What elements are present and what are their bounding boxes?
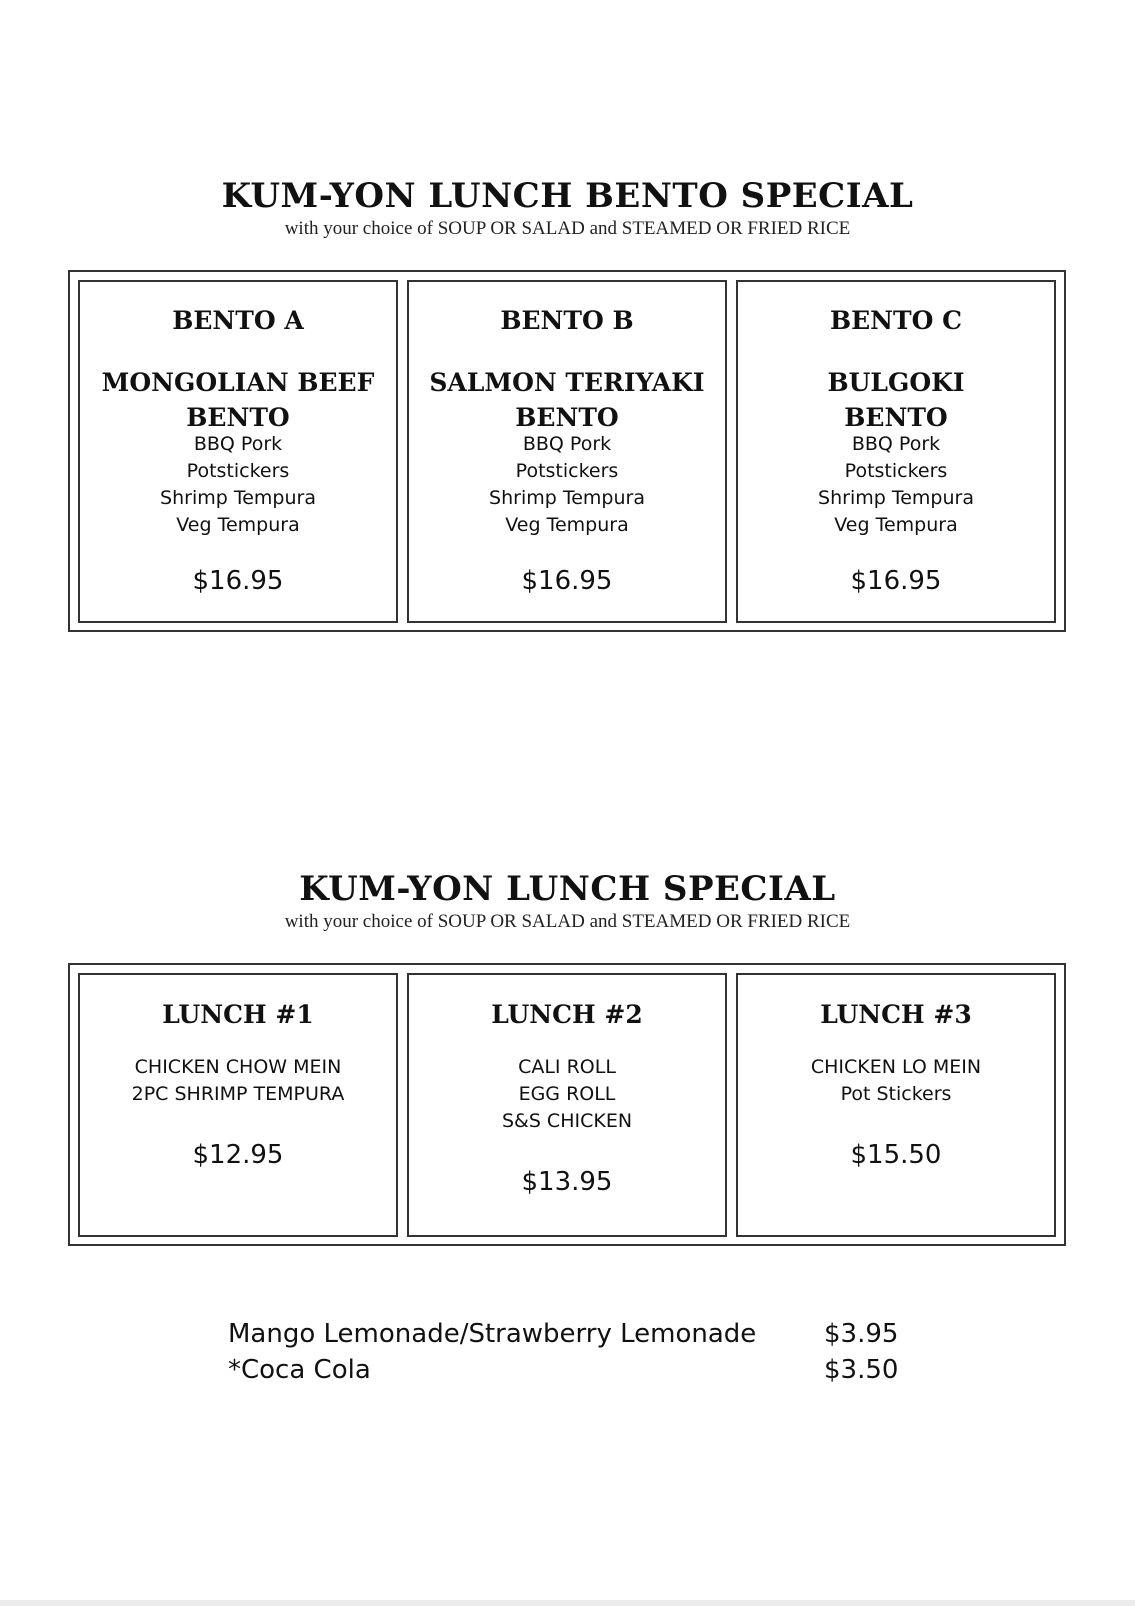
lunch-price: $13.95 [521, 1167, 613, 1197]
bento-items [80, 431, 396, 539]
lunch-section-title: KUM-YON LUNCH SPECIAL [299, 869, 836, 909]
lunch-label: LUNCH #1 [162, 1000, 314, 1029]
bento-name [80, 365, 396, 435]
lunch-items [738, 1054, 1054, 1108]
bento-items [738, 431, 1054, 539]
lunch-card-2 [407, 973, 727, 1237]
list-item: EGG ROLL [518, 1083, 616, 1105]
drinks-list [228, 1316, 918, 1388]
bento-items [409, 431, 725, 539]
list-item: Veg Tempura [834, 514, 958, 536]
bento-card-b [407, 280, 727, 623]
bento-name [738, 365, 1054, 435]
list-item: Shrimp Tempura [818, 487, 974, 509]
list-item: CALI ROLL [518, 1056, 616, 1078]
lunch-section-subtitle: with your choice of SOUP OR SALAD and STEAMED OR FRIED RICE [284, 911, 851, 932]
bento-label: BENTO B [500, 306, 634, 335]
lunch-label: LUNCH #3 [820, 1000, 972, 1029]
list-item: Potstickers [844, 460, 948, 482]
bento-name-line: SALMON TERIYAKI [429, 368, 705, 397]
bento-card-a [78, 280, 398, 623]
list-item: BBQ Pork [851, 433, 941, 455]
lunch-items [80, 1054, 396, 1108]
lunch-label: LUNCH #2 [491, 1000, 643, 1029]
bento-name-line: BENTO [844, 403, 948, 432]
bento-label: BENTO A [172, 306, 304, 335]
list-item: Shrimp Tempura [160, 487, 316, 509]
bottom-edge [0, 1600, 1135, 1606]
drink-price: $3.50 [824, 1355, 899, 1385]
list-item: CHICKEN CHOW MEIN [134, 1056, 342, 1078]
bento-name-line: BENTO [186, 403, 290, 432]
bento-name-line: BULGOKI [827, 368, 965, 397]
lunch-price: $12.95 [192, 1140, 284, 1170]
drink-name: Mango Lemonade/Strawberry Lemonade [228, 1319, 757, 1349]
list-item: Veg Tempura [505, 514, 629, 536]
list-item: Pot Stickers [840, 1083, 952, 1105]
drink-name: *Coca Cola [228, 1355, 371, 1385]
lunch-price: $15.50 [850, 1140, 942, 1170]
bento-price: $16.95 [521, 566, 613, 596]
bento-price: $16.95 [192, 566, 284, 596]
bento-name [409, 365, 725, 435]
lunch-card-1 [78, 973, 398, 1237]
drink-row [228, 1316, 918, 1352]
list-item: S&S CHICKEN [501, 1110, 633, 1132]
lunch-items [409, 1054, 725, 1135]
drink-row [228, 1352, 918, 1388]
bento-section-subtitle: with your choice of SOUP OR SALAD and STEAMED OR FRIED RICE [284, 218, 851, 239]
bento-card-c [736, 280, 1056, 623]
list-item: Shrimp Tempura [489, 487, 645, 509]
bento-name-line: MONGOLIAN BEEF [101, 368, 375, 397]
bento-price: $16.95 [850, 566, 942, 596]
list-item: Potstickers [186, 460, 290, 482]
list-item: Veg Tempura [176, 514, 300, 536]
bento-label: BENTO C [829, 306, 963, 335]
bento-name-line: BENTO [515, 403, 619, 432]
bento-section-title: KUM-YON LUNCH BENTO SPECIAL [221, 176, 914, 216]
list-item: BBQ Pork [522, 433, 612, 455]
drink-price: $3.95 [824, 1319, 899, 1349]
list-item: CHICKEN LO MEIN [810, 1056, 982, 1078]
lunch-card-3 [736, 973, 1056, 1237]
list-item: BBQ Pork [193, 433, 283, 455]
list-item: Potstickers [515, 460, 619, 482]
list-item: 2PC SHRIMP TEMPURA [131, 1083, 345, 1105]
